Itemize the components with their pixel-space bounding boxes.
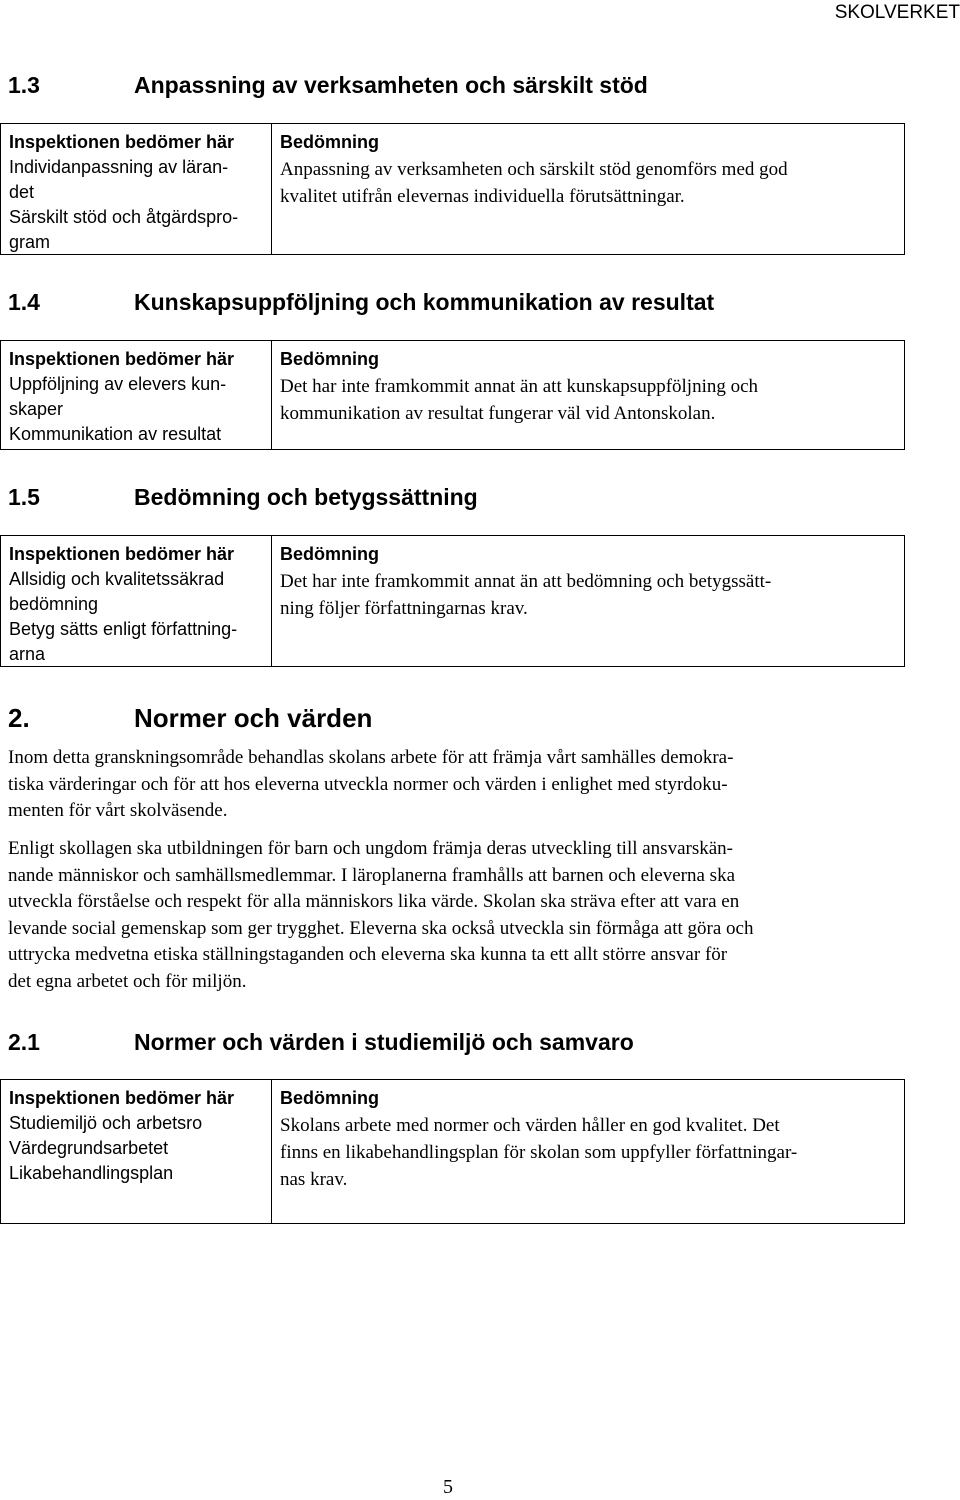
inspection-column: [9, 542, 264, 667]
inspection-item: Studiemiljö och arbetsro: [9, 1113, 203, 1133]
section-heading-1-3: [8, 72, 648, 99]
assessment-table-1-4: [0, 340, 905, 450]
section-title: Kunskapsuppföljning och kommunikation av resultat: [134, 289, 715, 315]
column-divider: [271, 536, 272, 666]
paragraph-line: nande människor och samhällsmedlemmar. I läroplanerna framhålls att barnen och eleverna ska: [8, 864, 736, 886]
inspection-column: [9, 347, 264, 447]
assessment-text: kvalitet utifrån elevernas individuella förutsättningar.: [280, 186, 685, 207]
page-number: 5: [443, 1476, 453, 1498]
section-number: 1.4: [8, 289, 40, 315]
inspection-item: Särskilt stöd och åtgärdspro-: [9, 207, 239, 227]
section-heading-2-1: [8, 1029, 634, 1056]
inspection-item: skaper: [9, 399, 64, 419]
inspection-item: bedömning: [9, 594, 99, 614]
inspection-item: Värdegrundsarbetet: [9, 1138, 169, 1158]
paragraph-line: uttrycka medvetna etiska ställningstaganden och eleverna ska kunna ta ett allt större ansvar för: [8, 944, 728, 965]
assessment-table-2-1: [0, 1079, 905, 1224]
inspection-item: Uppföljning av elevers kun-: [9, 374, 227, 394]
paragraph-line: menten för vårt skolväsende.: [8, 800, 228, 821]
assessment-table-1-5: [0, 535, 905, 667]
inspection-item: Likabehandlingsplan: [9, 1163, 174, 1183]
assessment-text: Anpassning av verksamheten och särskilt stöd genomförs med god: [280, 159, 788, 180]
paragraph-line: utveckla förståelse och respekt för alla människors lika värde. Skolan ska sträva efter att vara en: [8, 891, 740, 912]
chapter-heading-2: [8, 703, 372, 734]
inspection-item: gram: [9, 232, 51, 252]
assessment-column: [280, 1086, 895, 1193]
inspection-item: Individanpassning av läran-: [9, 157, 229, 177]
inspection-item: Kommunikation av resultat: [9, 424, 222, 444]
assessment-text: Det har inte framkommit annat än att kunskapsuppföljning och: [280, 376, 759, 397]
inspection-item: det: [9, 182, 35, 202]
paragraph-line: tiska värderingar och för att hos eleverna utveckla normer och värden i enlighet med styrdoku-: [8, 773, 728, 795]
assessment-table-1-3: [0, 123, 905, 255]
inspection-column: [9, 1086, 264, 1186]
assessment-heading: Bedömning: [280, 349, 379, 369]
organization-name: SKOLVERKET: [834, 2, 960, 23]
section-number: 2.1: [8, 1029, 40, 1055]
column-divider: [271, 1080, 272, 1223]
assessment-column: [280, 347, 895, 427]
assessment-heading: Bedömning: [280, 1088, 379, 1108]
section-heading-1-5: [8, 484, 478, 511]
body-paragraph: [8, 836, 892, 995]
assessment-text: ning följer författningarnas krav.: [280, 598, 528, 619]
inspection-item: arna: [9, 644, 46, 664]
chapter-title: Normer och värden: [134, 703, 373, 733]
section-title: Bedömning och betygssättning: [134, 484, 478, 510]
inspection-heading: Inspektionen bedömer här: [9, 1088, 235, 1108]
assessment-heading: Bedömning: [280, 132, 379, 152]
assessment-text: Skolans arbete med normer och värden håller en god kvalitet. Det: [280, 1115, 780, 1136]
paragraph-line: levande social gemenskap som ger trygghet. Eleverna ska också utveckla sin förmåga att göra och: [8, 917, 754, 939]
section-title: Anpassning av verksamheten och särskilt stöd: [134, 72, 648, 98]
assessment-column: [280, 542, 895, 622]
assessment-text: nas krav.: [280, 1169, 348, 1190]
paragraph-line: Enligt skollagen ska utbildningen för barn och ungdom främja deras utveckling till ansvarskän-: [8, 838, 733, 859]
inspection-heading: Inspektionen bedömer här: [9, 349, 235, 369]
paragraph-line: Inom detta granskningsområde behandlas skolans arbete för att främja vårt samhälles demokra-: [8, 747, 734, 768]
section-title: Normer och värden i studiemiljö och samvaro: [134, 1029, 634, 1055]
section-heading-1-4: [8, 289, 714, 316]
assessment-column: [280, 130, 895, 210]
inspection-heading: Inspektionen bedömer här: [9, 544, 235, 564]
assessment-text: kommunikation av resultat fungerar väl vid Antonskolan.: [280, 403, 716, 424]
section-number: 1.5: [8, 484, 40, 510]
assessment-text: Det har inte framkommit annat än att bedömning och betygssätt-: [280, 571, 772, 592]
chapter-number: 2.: [8, 703, 30, 733]
section-number: 1.3: [8, 72, 40, 98]
assessment-text: finns en likabehandlingsplan för skolan som uppfyller författningar-: [280, 1142, 798, 1163]
intro-paragraph: [8, 745, 892, 825]
inspection-column: [9, 130, 264, 255]
inspection-item: Betyg sätts enligt författning-: [9, 619, 238, 639]
column-divider: [271, 341, 272, 449]
inspection-item: Allsidig och kvalitetssäkrad: [9, 569, 225, 589]
column-divider: [271, 124, 272, 254]
paragraph-line: det egna arbetet och för miljön.: [8, 970, 247, 992]
inspection-heading: Inspektionen bedömer här: [9, 132, 235, 152]
assessment-heading: Bedömning: [280, 544, 379, 564]
